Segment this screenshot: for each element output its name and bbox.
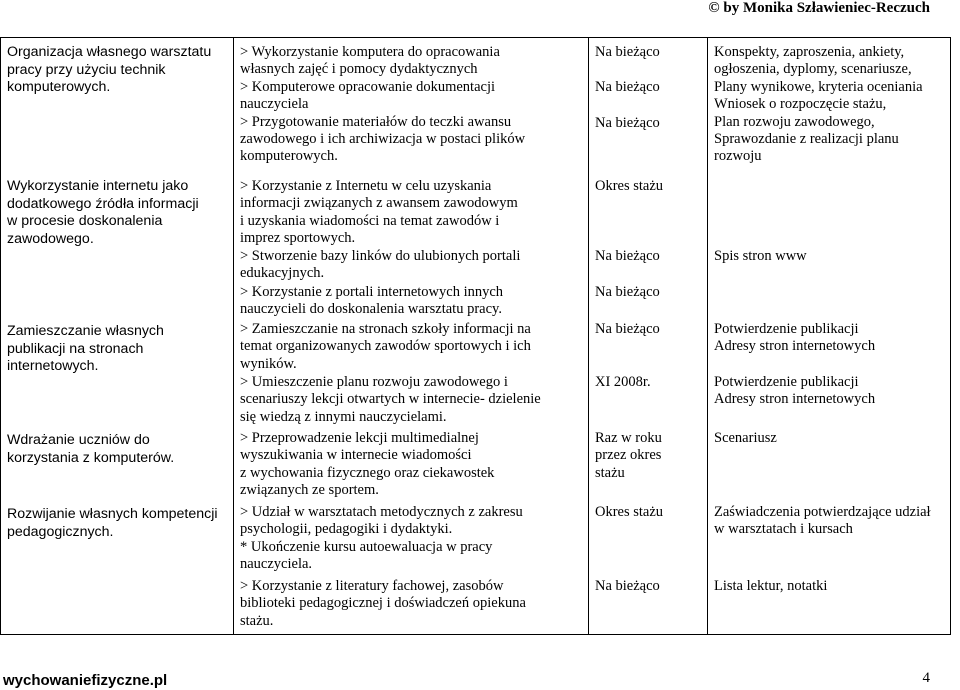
deadline-item: Na bieżąco [595,248,660,264]
deadline-item: Na bieżąco [595,321,660,337]
task-item: Wykorzystanie internetu jako dodatkowego źródła informacji w procesie doskonalenia zawodowego. [7,178,199,247]
evidence-item: Scenariusz [714,430,777,446]
evidence-item: Zaświadczenia potwierdzające udział w warsztatach i kursach [714,504,931,538]
column-activities [234,38,589,635]
evidence-item: Spis stron www [714,248,807,264]
copyright-header: © by Monika Szławieniec-Reczuch [708,0,930,16]
column-tasks [1,38,234,635]
activity-item: > Umieszczenie planu rozwoju zawodowego i scenariuszy lekcji otwartych w internecie- dzielenie się wiedzą z innymi nauczycielami. [240,374,541,425]
deadline-item: Na bieżąco [595,44,660,60]
activity-item: > Korzystanie z portali internetowych innych nauczycieli do doskonalenia warsztatu pracy. [240,284,504,318]
deadline-item: Na bieżąco [595,284,660,300]
activity-item: > Stworzenie bazy linków do ulubionych portali edukacyjnych. [240,248,521,282]
page-number: 4 [922,670,930,686]
activity-item: > Korzystanie z literatury fachowej, zasobów biblioteki pedagogicznej i doświadczeń opiekuna stażu. [240,578,526,629]
task-item: Zamieszczanie własnych publikacji na stronach internetowych. [7,323,164,374]
evidence-item: Potwierdzenie publikacji Adresy stron internetowych [714,374,876,408]
deadline-item: XI 2008r. [595,374,651,390]
task-item: Organizacja własnego warsztatu pracy przy użyciu technik komputerowych. [7,44,212,95]
deadline-item: Okres stażu [595,504,664,520]
column-evidence [708,38,951,635]
task-item: Wdrażanie uczniów do korzystania z komputerów. [7,432,175,466]
column-deadlines [589,38,708,635]
activity-item: > Zamieszczanie na stronach szkoły informacji na temat organizowanych zawodów sportowych i ich wyników. [240,321,531,372]
deadline-item: Okres stażu [595,178,664,194]
task-item: Rozwijanie własnych kompetencji pedagogicznych. [7,506,218,540]
evidence-item: Lista lektur, notatki [714,578,828,594]
evidence-item: Konspekty, zaproszenia, ankiety, ogłoszenia, dyplomy, scenariusze, Plany wynikowe, kryteria oceniania Wniosek o rozpoczęcie stażu, Plan rozwoju zawodowego, Sprawozdanie z realizacji planu rozwoju [714,44,923,165]
development-plan-table [0,37,951,635]
activity-item: > Korzystanie z Internetu w celu uzyskania informacji związanych z awansem zawodowym i uzyskania wiadomości na temat zawodów i imprez sportowych. [240,178,518,247]
footer-site-name: wychowaniefizyczne.pl [3,672,168,689]
deadline-item: Raz w roku przez okres stażu [595,430,662,481]
deadline-item: Na bieżąco [595,79,660,95]
activity-item: > Przeprowadzenie lekcji multimedialnej wyszukiwania w internecie wiadomości z wychowania fizycznego oraz ciekawostek związanych ze sportem. [240,430,495,499]
table-row [1,38,951,635]
deadline-item: Na bieżąco [595,115,660,131]
evidence-item: Potwierdzenie publikacji Adresy stron internetowych [714,321,876,355]
activity-item: > Udział w warsztatach metodycznych z zakresu psychologii, pedagogiki i dydaktyki. * Ukończenie kursu autoewaluacja w pracy nauczyciela. [240,504,523,573]
activity-item: > Wykorzystanie komputera do opracowania własnych zajęć i pomocy dydaktycznych > Komputerowe opracowanie dokumentacji nauczyciela > Przygotowanie materiałów do teczki awansu zawodowego i ich archiwizacja w postaci plików komputerowych. [240,44,526,165]
deadline-item: Na bieżąco [595,578,660,594]
